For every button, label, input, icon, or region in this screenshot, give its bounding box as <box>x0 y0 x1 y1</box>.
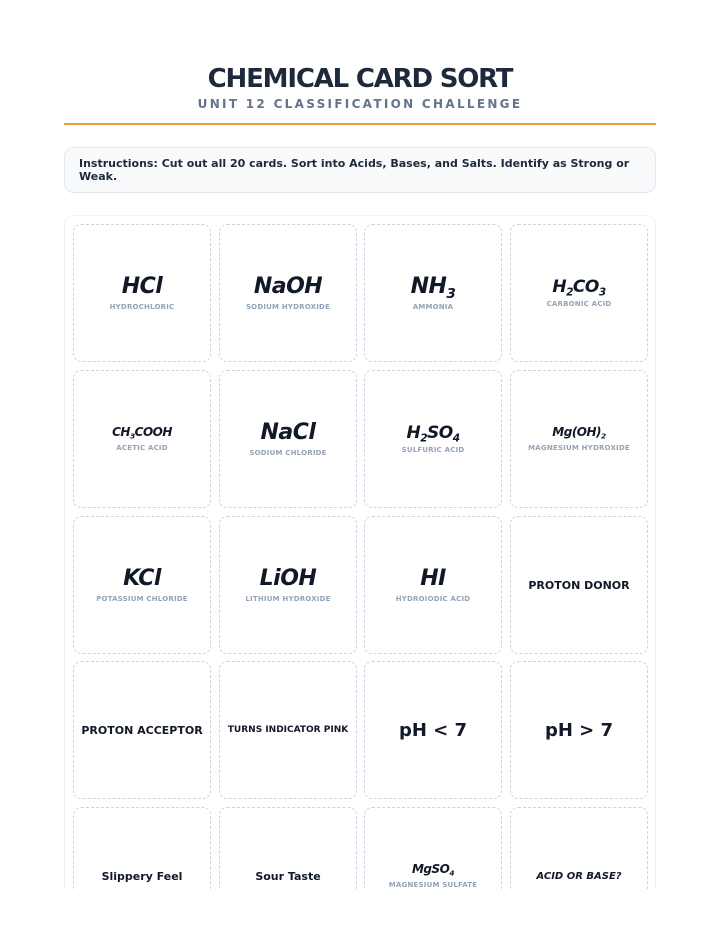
card-compound-name: LITHIUM HYDROXIDE <box>245 595 331 604</box>
card-carbonic-acid <box>510 224 648 362</box>
card-formula: KCl <box>123 565 161 591</box>
card-formula: $H_2SO_4$ <box>406 422 460 445</box>
card-term: TURNS INDICATOR PINK <box>227 725 349 735</box>
card-formula: NaOH <box>253 273 323 299</box>
card-hydroiodic-acid <box>364 516 502 654</box>
card-formula: HI <box>420 565 446 591</box>
card-lithium-hydroxide <box>219 516 357 654</box>
card-formula: NaCl <box>260 419 316 445</box>
card-compound-name: SODIUM HYDROXIDE <box>245 303 331 312</box>
card-compound-name: AMMONIA <box>412 303 454 312</box>
card-compound-name: POTASSIUM CHLORIDE <box>96 595 188 604</box>
card-formula: HCl <box>121 273 163 299</box>
card-compound-name: HYDROCHLORIC <box>109 303 175 312</box>
card-compound-name: ACETIC ACID <box>116 443 168 452</box>
card-ph-7 <box>364 661 502 799</box>
card-compound-name: HYDROIODIC ACID <box>395 595 471 604</box>
card-term: pH > 7 <box>544 719 614 741</box>
card-acetic-acid <box>73 370 211 508</box>
card-formula: $H_2CO_3$ <box>552 276 606 299</box>
card-compound-name: SULFURIC ACID <box>401 446 465 455</box>
card-compound-name: SODIUM CHLORIDE <box>249 449 327 458</box>
card-compound-name: MAGNESIUM SULFATE <box>388 880 478 889</box>
card-hydrochloric <box>73 224 211 362</box>
card-formula: MgSO$_4$ <box>411 862 455 878</box>
header-divider <box>64 123 656 125</box>
card-sulfuric-acid <box>364 370 502 508</box>
card-term: ACID OR BASE? <box>536 870 622 882</box>
instructions-text: Instructions: Cut out all 20 cards. Sort into Acids, Bases, and Salts. Identify as Strong or Weak. <box>79 157 630 183</box>
card-compound-name: MAGNESIUM HYDROXIDE <box>528 443 630 452</box>
card-term: PROTON ACCEPTOR <box>81 723 203 737</box>
card-term: pH < 7 <box>398 719 468 741</box>
card-term: PROTON DONOR <box>528 578 630 592</box>
card-formula: $Mg(OH)_2$ <box>552 425 606 441</box>
instructions-box <box>64 147 656 193</box>
card-term: Slippery Feel <box>101 869 183 883</box>
card-compound-name: CARBONIC ACID <box>546 300 612 309</box>
card-formula: LiOH <box>259 565 317 591</box>
card-proton-acceptor <box>73 661 211 799</box>
page-header <box>64 62 656 112</box>
card-turns-indicator-pink <box>219 661 357 799</box>
card-proton-donor <box>510 516 648 654</box>
page-bottom-clip <box>0 889 720 932</box>
card-sodium-chloride <box>219 370 357 508</box>
page-title: CHEMICAL CARD SORT <box>207 64 513 94</box>
card-term: Sour Taste <box>255 869 321 883</box>
card-formula: $NH_3$ <box>410 273 456 302</box>
card-sodium-hydroxide <box>219 224 357 362</box>
card-ph-7 <box>510 661 648 799</box>
card-ammonia <box>364 224 502 362</box>
card-formula: $CH_3COOH$ <box>112 425 172 441</box>
page-subtitle: UNIT 12 CLASSIFICATION CHALLENGE <box>197 97 523 111</box>
card-magnesium-hydroxide <box>510 370 648 508</box>
card-potassium-chloride <box>73 516 211 654</box>
